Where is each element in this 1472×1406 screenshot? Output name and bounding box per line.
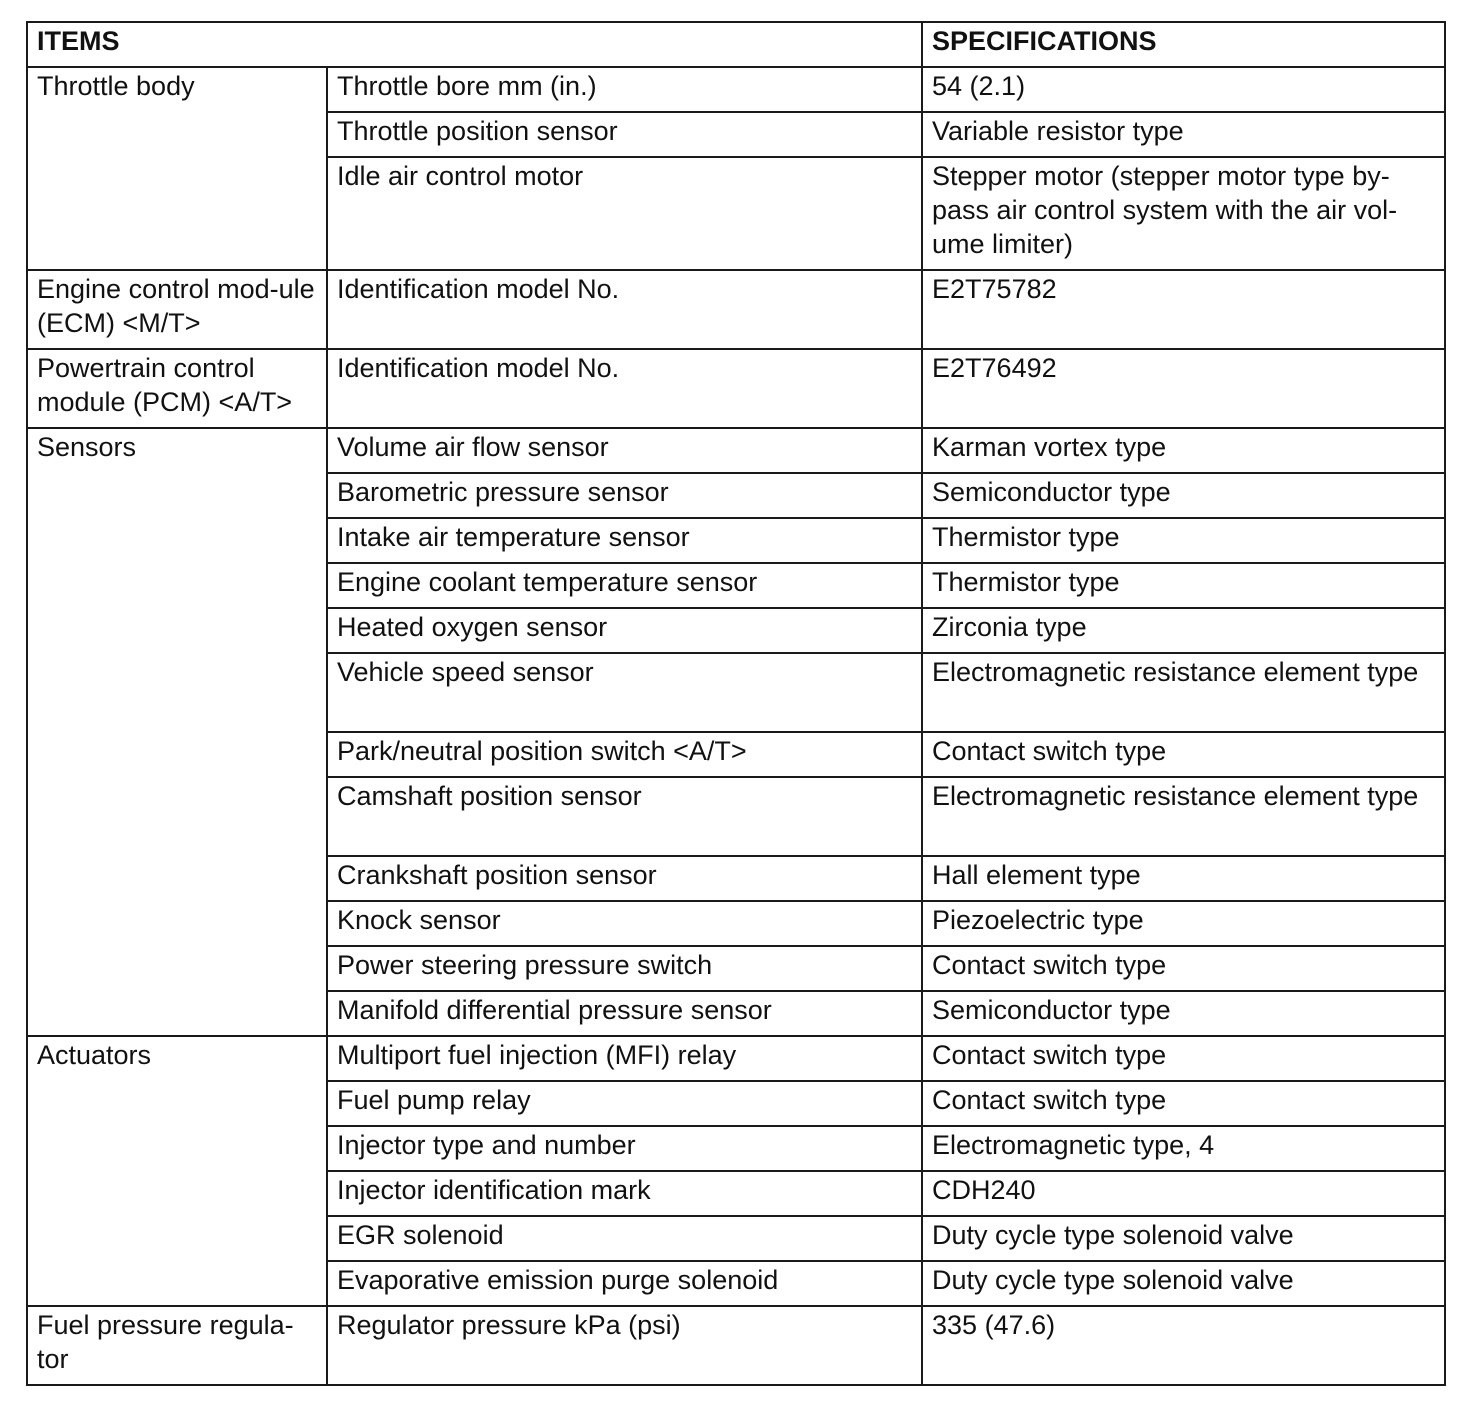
spec-cell: Semiconductor type	[922, 991, 1445, 1036]
item-cell: Injector type and number	[327, 1126, 922, 1171]
item-cell: Throttle bore mm (in.)	[327, 67, 922, 112]
header-specifications: SPECIFICATIONS	[922, 22, 1445, 67]
spec-cell: Hall element type	[922, 856, 1445, 901]
item-cell: Knock sensor	[327, 901, 922, 946]
item-cell: Fuel pump relay	[327, 1081, 922, 1126]
spec-cell: Semiconductor type	[922, 473, 1445, 518]
spec-cell: Electromagnetic resistance element type	[922, 777, 1445, 856]
spec-cell: Contact switch type	[922, 1081, 1445, 1126]
spec-cell: Electromagnetic type, 4	[922, 1126, 1445, 1171]
specifications-table	[26, 21, 1446, 1386]
item-cell: Multiport fuel injection (MFI) relay	[327, 1036, 922, 1081]
group-pcm: Powertrain control module (PCM) <A/T>	[27, 349, 327, 428]
group-sensors: Sensors	[27, 428, 327, 1036]
item-cell: Camshaft position sensor	[327, 777, 922, 856]
spec-cell: Zirconia type	[922, 608, 1445, 653]
spec-cell: Duty cycle type solenoid valve	[922, 1261, 1445, 1306]
item-cell: Park/neutral position switch <A/T>	[327, 732, 922, 777]
spec-cell: E2T76492	[922, 349, 1445, 428]
spec-cell: Contact switch type	[922, 946, 1445, 991]
item-cell: Manifold differential pressure sensor	[327, 991, 922, 1036]
spec-cell: 335 (47.6)	[922, 1306, 1445, 1385]
item-cell: Engine coolant temperature sensor	[327, 563, 922, 608]
table-row	[27, 270, 1445, 349]
header-items: ITEMS	[27, 22, 922, 67]
item-cell: Idle air control motor	[327, 157, 922, 270]
spec-cell: Thermistor type	[922, 563, 1445, 608]
table-row	[27, 1036, 1445, 1081]
item-cell: Heated oxygen sensor	[327, 608, 922, 653]
item-cell: Barometric pressure sensor	[327, 473, 922, 518]
item-cell: Identification model No.	[327, 349, 922, 428]
spec-cell: Contact switch type	[922, 1036, 1445, 1081]
item-cell: Crankshaft position sensor	[327, 856, 922, 901]
group-ecm: Engine control mod-ule (ECM) <M/T>	[27, 270, 327, 349]
spec-cell: Thermistor type	[922, 518, 1445, 563]
spec-cell: Variable resistor type	[922, 112, 1445, 157]
item-cell: Evaporative emission purge solenoid	[327, 1261, 922, 1306]
header-row	[27, 22, 1445, 67]
table-row	[27, 67, 1445, 112]
item-cell: Regulator pressure kPa (psi)	[327, 1306, 922, 1385]
spec-cell: Karman vortex type	[922, 428, 1445, 473]
item-cell: EGR solenoid	[327, 1216, 922, 1261]
group-actuators: Actuators	[27, 1036, 327, 1306]
spec-cell: Duty cycle type solenoid valve	[922, 1216, 1445, 1261]
table-row	[27, 1306, 1445, 1385]
spec-cell: Piezoelectric type	[922, 901, 1445, 946]
spec-cell: Electromagnetic resistance element type	[922, 653, 1445, 732]
item-cell: Volume air flow sensor	[327, 428, 922, 473]
spec-cell: 54 (2.1)	[922, 67, 1445, 112]
spec-cell: Contact switch type	[922, 732, 1445, 777]
spec-cell: CDH240	[922, 1171, 1445, 1216]
spec-cell: Stepper motor (stepper motor type by-pass air control system with the air vol-ume limiter)	[922, 157, 1445, 270]
item-cell: Vehicle speed sensor	[327, 653, 922, 732]
group-fuel-pressure-regulator: Fuel pressure regula-tor	[27, 1306, 327, 1385]
table-row	[27, 428, 1445, 473]
item-cell: Throttle position sensor	[327, 112, 922, 157]
group-throttle-body: Throttle body	[27, 67, 327, 270]
spec-cell: E2T75782	[922, 270, 1445, 349]
item-cell: Power steering pressure switch	[327, 946, 922, 991]
item-cell: Identification model No.	[327, 270, 922, 349]
table-row	[27, 349, 1445, 428]
item-cell: Intake air temperature sensor	[327, 518, 922, 563]
item-cell: Injector identification mark	[327, 1171, 922, 1216]
